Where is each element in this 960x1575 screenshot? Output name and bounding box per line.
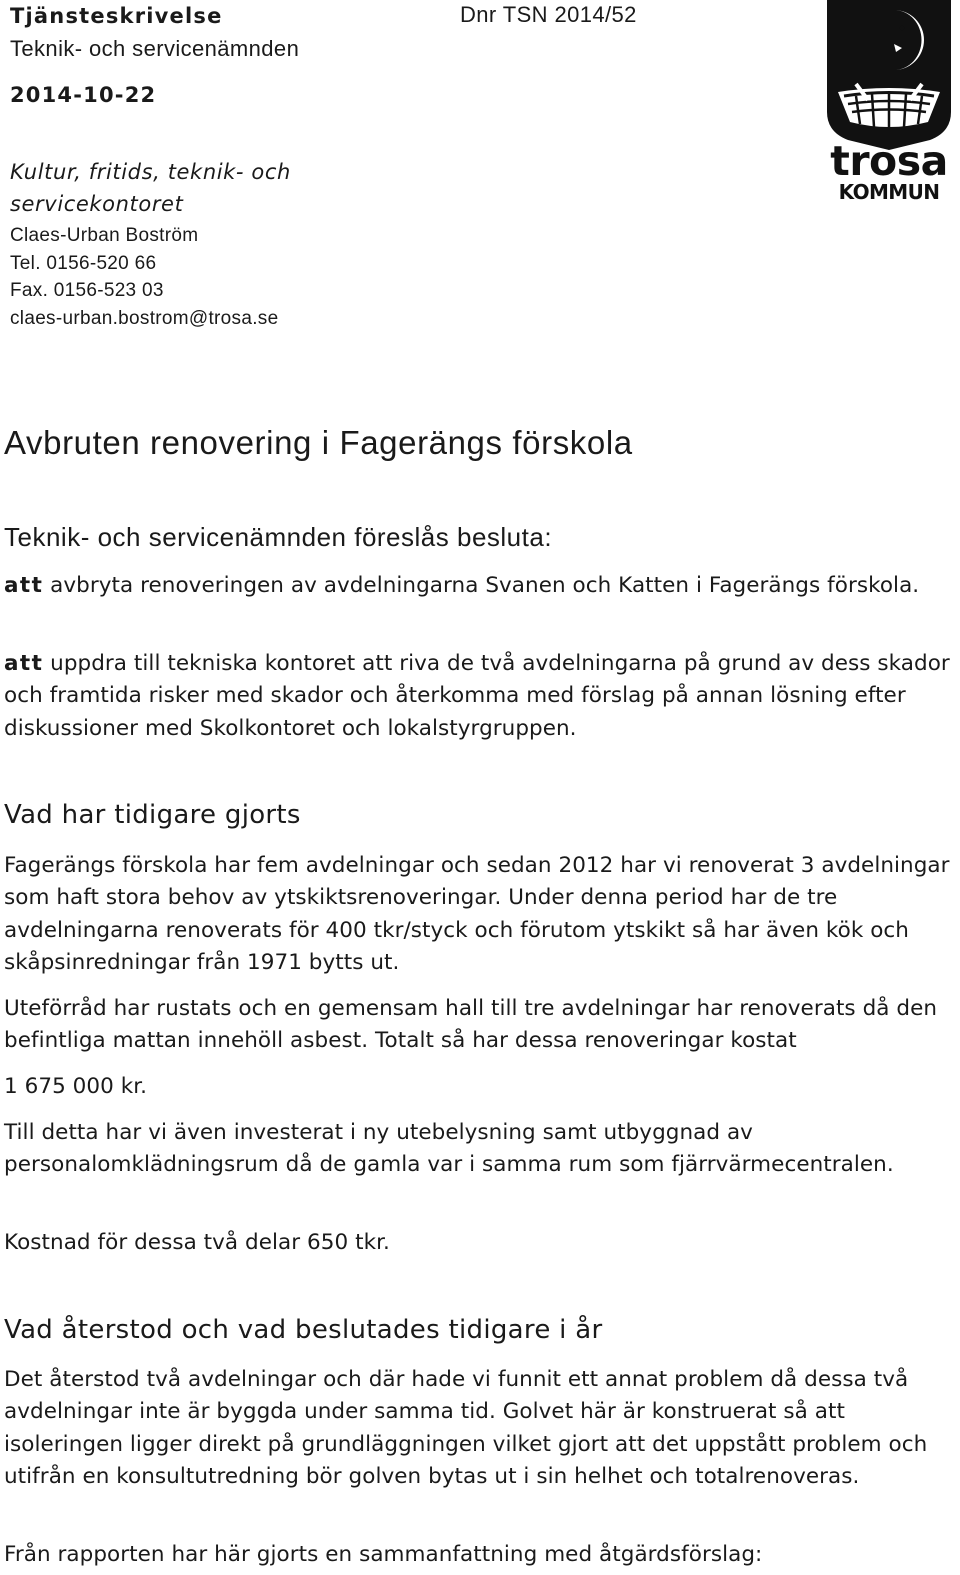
- section-1-paragraph-3: Till detta har vi även investerat i ny utebelysning samt utbyggnad av personalomklädningsrum då de gamla var i samma rum som fjärrvärmecentralen.: [4, 1120, 894, 1178]
- dnr: Dnr TSN 2014/52: [460, 2, 637, 27]
- section-2-heading: Vad återstod och vad beslutades tidigare i år: [4, 1315, 603, 1345]
- logo-wordmark: trosa: [830, 137, 948, 185]
- proposal-item-2: [4, 648, 954, 745]
- proposal-item-1-text: avbryta renoveringen av avdelningarna Svanen och Katten i Fagerängs förskola.: [43, 573, 920, 598]
- att-keyword: att: [4, 651, 44, 676]
- section-2-paragraph-1: Det återstod två avdelningar och där hade vi funnit ett annat problem då dessa två avdelningar inte är byggda under samma tid. Golvet här är konstruerat så att isoleringen ligger direkt på grundläggningen vilket gjort att det uppstått problem och utifrån en konsultutredning bör golven bytas ut i sin helhet och totalrenoveras.: [4, 1367, 928, 1489]
- section-1-paragraph-1: Fagerängs förskola har fem avdelningar och sedan 2012 har vi renoverat 3 avdelningar som haft stora behov av ytskiktsrenoveringar. Under denna period har de tre avdelningarna renoverats för 400 tkr/styck och förutom ytskikt så har även kök och skåpsinredningar från 1971 bytts ut.: [4, 853, 950, 975]
- proposal-heading: Teknik- och servicenämnden föreslås besluta:: [4, 522, 553, 552]
- section-2-paragraph-2: Från rapporten har här gjorts en sammanfattning med åtgärdsförslag:: [4, 1542, 763, 1567]
- doc-date: 2014-10-22: [10, 83, 157, 107]
- proposal-item-2-text: uppdra till tekniska kontoret att riva de två avdelningarna på grund av dess skador och framtida risker med skador och återkomma med förslag på annan lösning efter diskussioner med Skolkontoret och lokalstyrgruppen.: [4, 651, 950, 741]
- page-title: Avbruten renovering i Fagerängs förskola: [4, 424, 633, 461]
- contact-fax: Fax. 0156-523 03: [10, 280, 164, 301]
- section-1-amount: 1 675 000 kr.: [4, 1074, 148, 1099]
- contact-phone: Tel. 0156-520 66: [10, 253, 157, 274]
- section-1-heading: Vad har tidigare gjorts: [4, 800, 301, 830]
- att-keyword: att: [4, 573, 44, 598]
- trosa-kommun-logo: [822, 0, 956, 210]
- contact-email[interactable]: claes-urban.bostrom@trosa.se: [10, 308, 279, 329]
- logo-sub: KOMMUN: [838, 180, 940, 204]
- board-name: Teknik- och servicenämnden: [10, 36, 300, 61]
- office-line-1: Kultur, fritids, teknik- och: [10, 160, 291, 184]
- doc-type: Tjänsteskrivelse: [10, 4, 223, 28]
- contact-name: Claes-Urban Boström: [10, 225, 199, 246]
- section-1-paragraph-2: Uteförråd har rustats och en gemensam hall till tre avdelningar har renoverats då den befintliga mattan innehöll asbest. Totalt så har dessa renoveringar kostat: [4, 996, 938, 1054]
- proposal-item-1: [4, 570, 954, 602]
- section-1-paragraph-4: Kostnad för dessa två delar 650 tkr.: [4, 1230, 390, 1255]
- office-line-2: servicekontoret: [10, 192, 184, 216]
